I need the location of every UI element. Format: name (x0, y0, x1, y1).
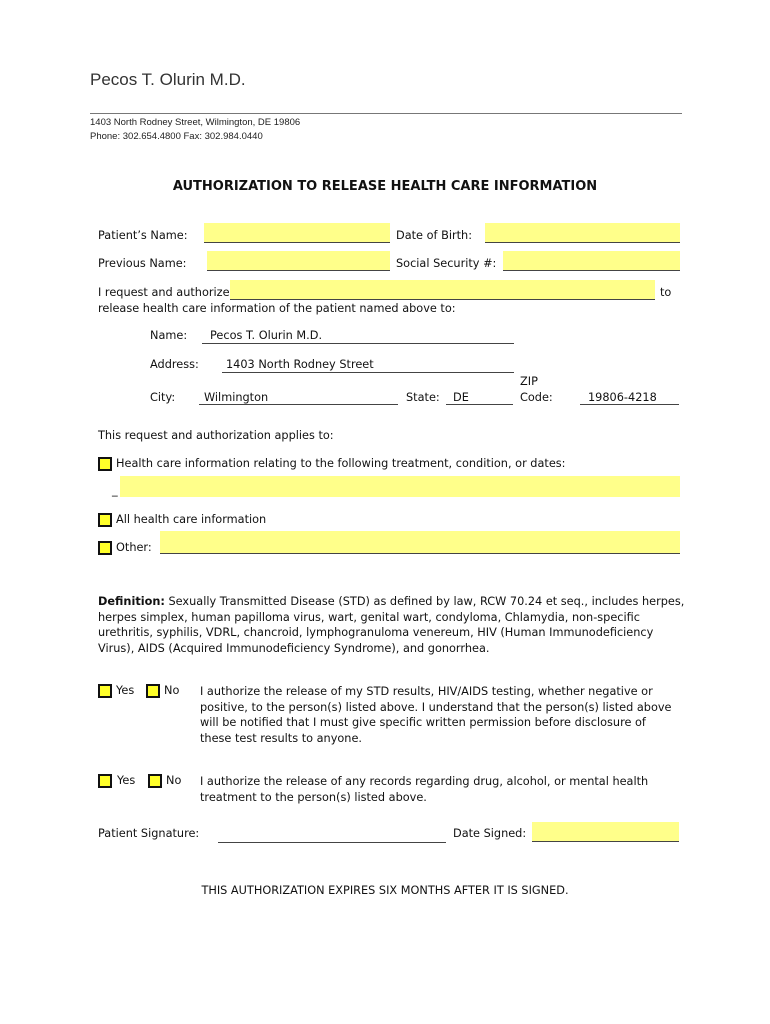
recipient-zip-value: 19806-4218 (588, 391, 657, 404)
practice-address: 1403 North Rodney Street, Wilmington, DE 19806 (90, 117, 301, 128)
definition-text: Sexually Transmitted Disease (STD) as defined by law, RCW 70.24 et seq., includes herpes, herpes simplex, human papilloma virus, wart, genital wart, condyloma, Chlamydia, non-specific urethritis, syphilis, VDRL, chancroid, lymphogranuloma venereum, HIV (Human Immunodeficiency Virus), AIDS (Acquired Immunodeficiency Syndrome), and gonorrhea. (98, 595, 685, 655)
recipient-city-line (199, 404, 398, 405)
other-label: Other: (116, 541, 152, 554)
std-yes-label: Yes (116, 684, 135, 697)
recipient-zip-line (580, 404, 679, 405)
dob-field[interactable] (485, 223, 680, 243)
patient-name-label: Patient’s Name: (98, 229, 188, 242)
authorize-prefix: I request and authorize (98, 286, 230, 299)
dob-label: Date of Birth: (396, 229, 473, 242)
recipient-state-line (446, 404, 513, 405)
records-no-label: No (166, 774, 182, 787)
recipient-zip-label-2: Code: (520, 391, 553, 404)
doctor-name: Pecos T. Olurin M.D. (90, 70, 246, 89)
treatment-details-field[interactable] (120, 476, 680, 497)
recipient-name-label: Name: (150, 329, 188, 342)
recipient-city-label: City: (150, 391, 176, 404)
recipient-address-value: 1403 North Rodney Street (226, 358, 374, 371)
other-checkbox[interactable] (98, 541, 112, 555)
expiry-notice: THIS AUTHORIZATION EXPIRES SIX MONTHS AFTER IT IS SIGNED. (201, 884, 569, 897)
form-title: AUTHORIZATION TO RELEASE HEALTH CARE INFORMATION (172, 179, 598, 194)
previous-name-label: Previous Name: (98, 257, 187, 270)
records-yes-label: Yes (117, 774, 136, 787)
authorized-party-field[interactable] (230, 280, 655, 300)
patient-signature-label: Patient Signature: (98, 827, 200, 840)
records-consent-text: I authorize the release of any records regarding drug, alcohol, or mental health treatment to the person(s) listed above. (200, 775, 649, 804)
recipient-state-label: State: (406, 391, 440, 404)
authorize-line-2: release health care information of the patient named above to: (98, 302, 456, 315)
definition-label: Definition: (98, 595, 165, 608)
date-signed-label: Date Signed: (453, 827, 527, 840)
recipient-name-line (202, 343, 514, 344)
all-info-label: All health care information (116, 513, 267, 526)
std-definition (98, 594, 688, 656)
header-divider (90, 113, 682, 114)
recipient-city-value: Wilmington (204, 391, 269, 404)
records-no-checkbox[interactable] (148, 774, 162, 788)
all-info-checkbox[interactable] (98, 513, 112, 527)
treatment-option-label: Health care information relating to the following treatment, condition, or dates: (116, 457, 566, 470)
recipient-state-value: DE (453, 391, 469, 404)
authorize-suffix: to (660, 286, 672, 299)
patient-signature-line[interactable] (218, 842, 446, 843)
recipient-name-value: Pecos T. Olurin M.D. (210, 329, 323, 342)
std-no-checkbox[interactable] (146, 684, 160, 698)
treatment-underscore: _ (112, 484, 118, 497)
records-yes-checkbox[interactable] (98, 774, 112, 788)
recipient-zip-label-1: ZIP (520, 375, 538, 388)
patient-name-field[interactable] (204, 223, 390, 243)
treatment-checkbox[interactable] (98, 457, 112, 471)
std-yes-checkbox[interactable] (98, 684, 112, 698)
ssn-label: Social Security #: (396, 257, 497, 270)
std-no-label: No (164, 684, 180, 697)
date-signed-field[interactable] (532, 822, 679, 842)
recipient-address-label: Address: (150, 358, 199, 371)
practice-phone: Phone: 302.654.4800 Fax: 302.984.0440 (90, 131, 263, 142)
previous-name-field[interactable] (207, 251, 390, 271)
ssn-field[interactable] (503, 251, 680, 271)
other-details-field[interactable] (160, 531, 680, 554)
recipient-address-line (222, 372, 514, 373)
std-consent-text: I authorize the release of my STD results, HIV/AIDS testing, whether negative or positive, to the person(s) listed above. I understand that the person(s) listed above will be notified that I must give specific written permission before disclosure of these test results to anyone. (200, 685, 672, 745)
applies-intro: This request and authorization applies to: (98, 429, 334, 442)
